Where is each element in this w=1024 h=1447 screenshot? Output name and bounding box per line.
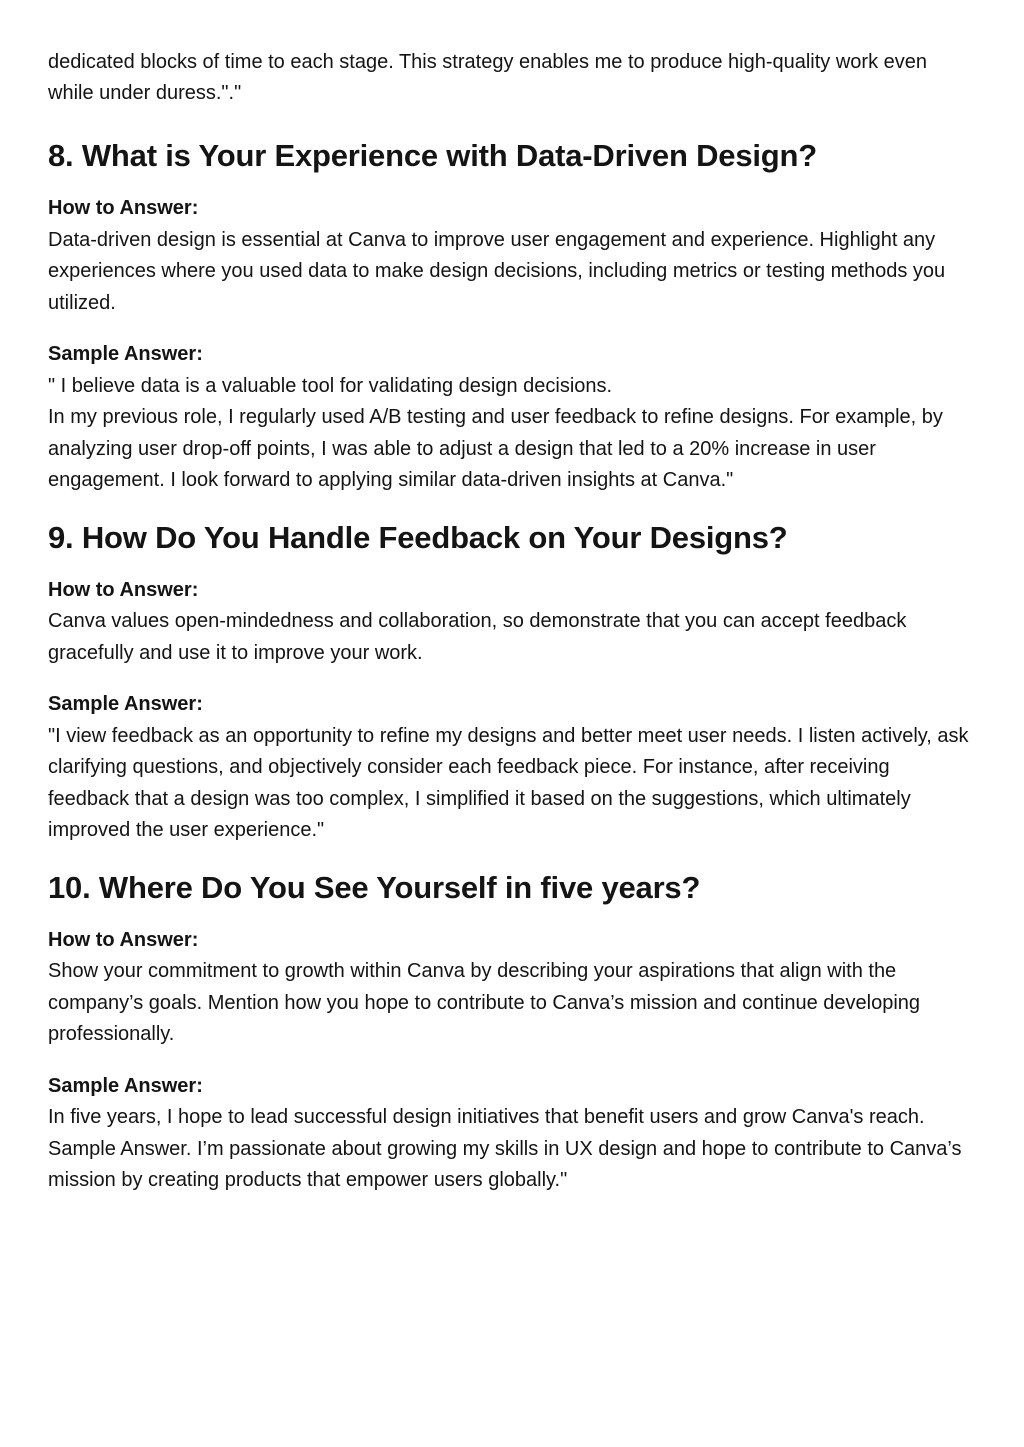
sample-answer-line: " I believe data is a valuable tool for validating design decisions. xyxy=(48,374,613,397)
intro-paragraph: dedicated blocks of time to each stage. This strategy enables me to produce high-quality work even while under duress."." xyxy=(48,51,928,104)
question-heading: 9. How Do You Handle Feedback on Your Designs? xyxy=(48,519,788,555)
how-to-answer-block xyxy=(48,193,976,319)
sample-answer-line: In my previous role, I regularly used A/B testing and user feedback to refine designs. For example, by analyzing user drop-off points, I was able to adjust a design that led to a 20% increase in user engagement. I look forward to applying similar data-driven insights at Canva." xyxy=(48,406,943,491)
question-section-10 xyxy=(48,869,976,1197)
how-to-answer-block xyxy=(48,925,976,1051)
sample-answer-block xyxy=(48,1071,976,1197)
how-to-answer-block xyxy=(48,575,976,670)
sample-answer-block xyxy=(48,689,976,847)
sample-answer-line: In five years, I hope to lead successful design initiatives that benefit users and grow Canva's reach. Sample Answer. I’m passionate about growing my skills in UX design and hope to contribute to Canva’s mission by creating products that empower users globally." xyxy=(48,1106,962,1191)
sample-answer-block xyxy=(48,339,976,497)
sample-answer-label: Sample Answer: xyxy=(48,693,203,715)
how-to-answer-text: Canva values open-mindedness and collaboration, so demonstrate that you can accept feedback gracefully and use it to improve your work. xyxy=(48,610,907,664)
how-to-answer-label: How to Answer: xyxy=(48,197,199,219)
question-section-8 xyxy=(48,137,976,497)
how-to-answer-text: Data-driven design is essential at Canva to improve user engagement and experience. Highlight any experiences where you used data to make design decisions, including metrics or testing methods you utilized. xyxy=(48,228,946,314)
question-heading: 10. Where Do You See Yourself in five years? xyxy=(48,869,701,905)
question-heading: 8. What is Your Experience with Data-Driven Design? xyxy=(48,138,818,173)
sample-answer-line: "I view feedback as an opportunity to refine my designs and better meet user needs. I listen actively, ask clarifying questions, and objectively consider each feedback piece. For instance, after receiving feedback that a design was too complex, I simplified it based on the suggestions, which ultimately improved the user experience." xyxy=(48,724,969,841)
sample-answer-label: Sample Answer: xyxy=(48,1074,203,1097)
sample-answer-label: Sample Answer: xyxy=(48,343,203,365)
how-to-answer-text: Show your commitment to growth within Canva by describing your aspirations that align with the company’s goals. Mention how you hope to contribute to Canva’s mission and continue developing professionally. xyxy=(48,960,921,1045)
question-section-9 xyxy=(48,519,976,847)
how-to-answer-label: How to Answer: xyxy=(48,928,199,951)
how-to-answer-label: How to Answer: xyxy=(48,578,199,601)
